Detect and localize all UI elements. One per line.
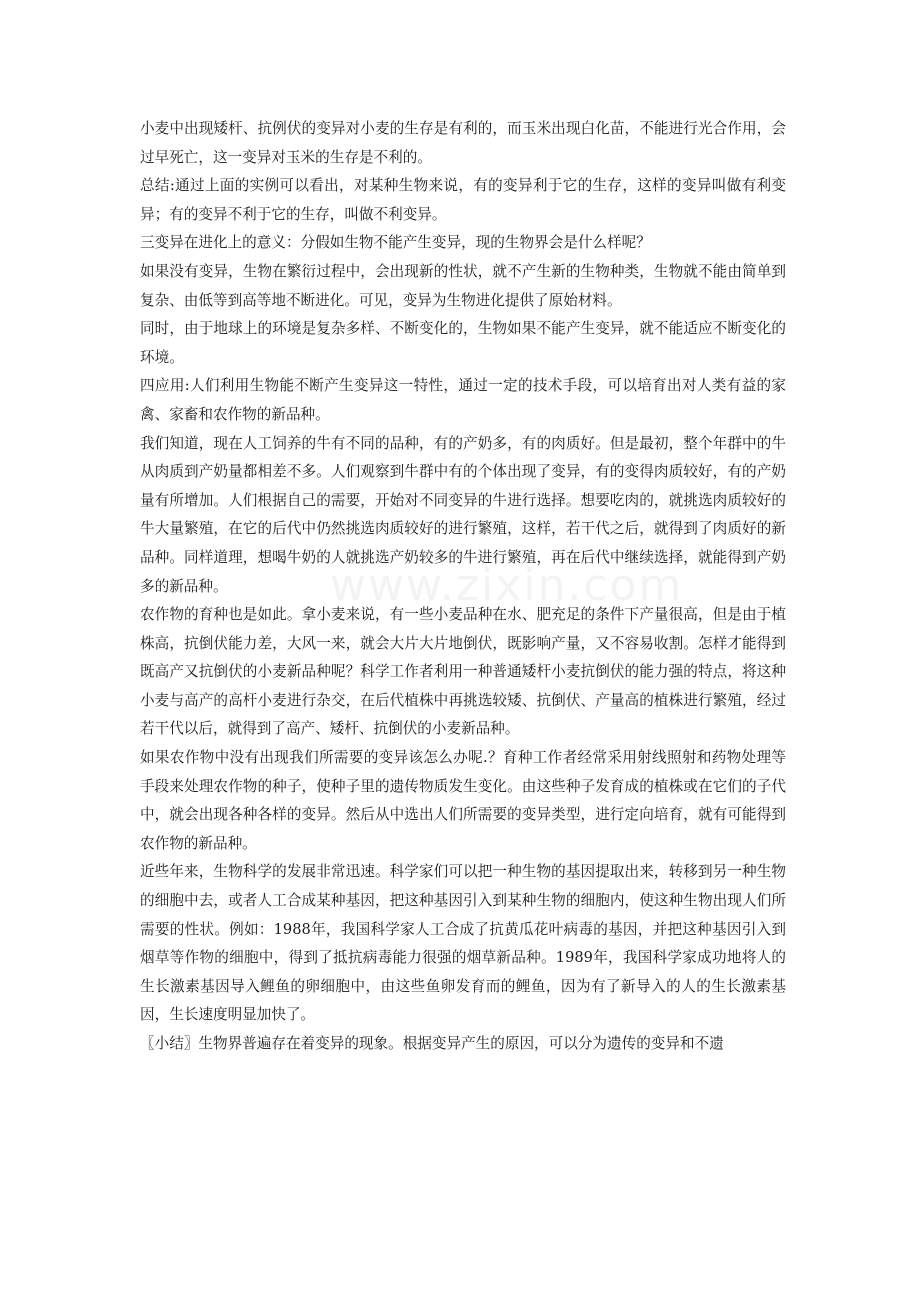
paragraph-6: 四应用:人们利用生物能不断产生变异这一特性，通过一定的技术手段，可以培育出对人类有益的家禽、家畜和农作物的新品种。 <box>140 377 786 423</box>
watermark: www.zixin.com <box>330 560 684 611</box>
paragraph-8: 农作物的育种也是如此。拿小麦来说，有一些小麦品种在水、肥充足的条件下产量很高，但是由于植株高，抗倒伏能力差，大风一来，就会大片大片地倒伏，既影响产量，又不容易收割。怎样才能得到既高产又抗倒伏的小麦新品种呢？科学工作者利用一种普通矮杆小麦抗倒伏的能力强的特点，将这种小麦与高产的高杆小麦进行杂交，在后代植株中再挑选较矮、抗倒伏、产量高的植株进行繁殖，经过若干代以后，就得到了高产、矮杆、抗倒伏的小麦新品种。 <box>140 606 786 738</box>
paragraph-11: 〖小结〗生物界普遍存在着变异的现象。根据变异产生的原因，可以分为遗传的变异和不遗 <box>140 1035 724 1052</box>
paragraph-9: 如果农作物中没有出现我们所需要的变异该怎么办呢.？育种工作者经常采用射线照射和药物处理等手段来处理农作物的种子，使种子里的遗传物质发生变化。由这些种子发育成的植株或在它们的子代中，就会出现各种各样的变异。然后从中选出人们所需要的变异类型，进行定向培育，就有可能得到农作物的新品种。 <box>140 749 786 852</box>
paragraph-10: 近些年来，生物科学的发展非常迅速。科学家们可以把一种生物的基因提取出来，转移到另一种生物的细胞中去，或者人工合成某种基因，把这种基因引入到某种生物的细胞内，使这种生物出现人们所需要的性状。例如：1988年，我国科学家人工合成了抗黄瓜花叶病毒的基因，并把这种基因引入到烟草等作物的细胞中，得到了抵抗病毒能力很强的烟草新品种。1989年，我国科学家成功地将人的生长激素基因导入鲤鱼的卵细胞中，由这些鱼卵发育而的鲤鱼，因为有了新导入的人的生长激素基因，生长速度明显加快了。 <box>140 863 786 1024</box>
paragraph-4: 如果没有变异，生物在繁衍过程中，会出现新的性状，就不产生新的生物种类，生物就不能由简单到复杂、由低等到高等地不断进化。可见，变异为生物进化提供了原始材料。 <box>140 262 786 309</box>
paragraph-3: 三变异在进化上的意义：分假如生物不能产生变异，现的生物界会是什么样呢？ <box>140 234 651 252</box>
paragraph-2: 总结:通过上面的实例可以看出，对某种生物来说，有的变异利于它的生存，这样的变异叫做有利变异；有的变异不利于它的生存，叫做不利变异。 <box>140 177 786 223</box>
paragraph-1: 小麦中出现矮杆、抗例伏的变异对小麦的生存是有利的，而玉米出现白化苗，不能进行光合作用，会过早死亡，这一变异对玉米的生存是不利的。 <box>140 120 786 166</box>
paragraph-5: 同时，由于地球上的环境是复杂多样、不断变化的，生物如果不能产生变异，就不能适应不断变化的环境。 <box>140 320 786 366</box>
paragraph-7: 我们知道，现在人工饲养的牛有不同的品种，有的产奶多，有的肉质好。但是最初，整个年群中的牛从肉质到产奶量都相差不多。人们观察到牛群中有的个体出现了变异，有的变得肉质较好，有的产奶量有所增加。人们根据自己的需要，开始对不同变异的牛进行选择。想要吃肉的，就挑选肉质较好的牛大量繁殖，在它的后代中仍然挑选肉质较好的进行繁殖，这样，若干代之后，就得到了肉质好的新品种。同样道理，想喝牛奶的人就挑选产奶较多的牛进行繁殖，再在后代中继续选择，就能得到产奶多的新品种。 <box>140 434 786 595</box>
document-body <box>140 115 786 1059</box>
